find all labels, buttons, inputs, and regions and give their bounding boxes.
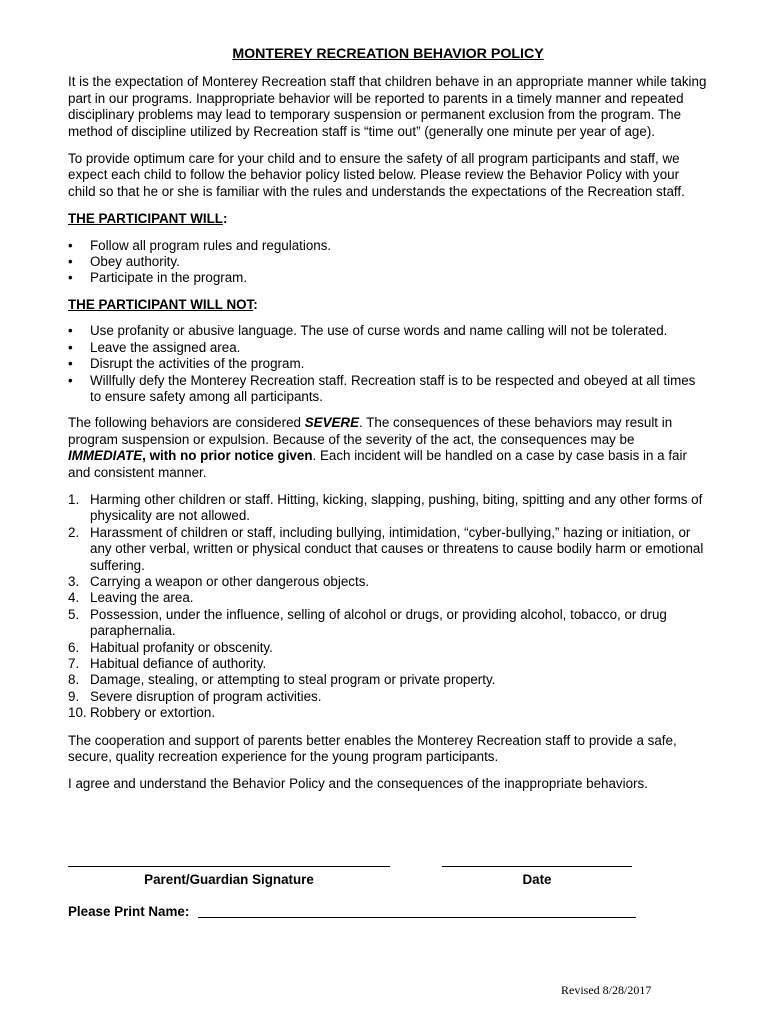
policy-content [68,46,708,804]
signature-row [68,852,708,892]
list-item [68,689,708,705]
list-number: 9. [68,688,80,704]
list-item [68,492,708,525]
severe-text-part1: The following behaviors are considered [68,415,305,431]
intro-paragraph: It is the expectation of Monterey Recreation staff that children behave in an appropriate manner while taking part in our programs. Inappropriate behavior will be reported to parents in a timely manner and repeated disciplinary problems may lead to temporary suspension or permanent exclusion from the program. The method of discipline utilized by Recreation staff is “time out” (generally one minute per year of age). [68,74,707,139]
bullet-icon: • [68,339,73,355]
list-item [68,340,708,356]
signature-block [68,852,708,919]
list-item [68,672,708,688]
list-item-text: Use profanity or abusive language. The use of curse words and name calling will not be tolerated. [90,323,668,339]
severe-text-part2: . The consequences of these behaviors may result in program suspension or expulsion. Because of the severity of the act, the consequences may be [68,415,673,447]
care-paragraph: To provide optimum care for your child and to ensure the safety of all program participants and staff, we expect each child to follow the behavior policy listed below. Please review the Behavior Policy with your child so that he or she is familiar with the rules and understands the expectations of the Recreation staff. [68,151,685,199]
cooperation-paragraph: The cooperation and support of parents better enables the Monterey Recreation staff to provide a safe, secure, quality recreation experience for the young program participants. [68,732,677,765]
list-number: 1. [68,491,80,507]
participant-will-heading-text: THE PARTICIPANT WILL [68,211,223,227]
print-name-label: Please Print Name: [68,904,190,919]
list-item-text: Damage, stealing, or attempting to steal program or private property. [90,672,496,688]
list-item-text: Robbery or extortion. [90,705,216,721]
bullet-icon: • [68,270,73,286]
severe-text-part3: . Each incident will be handled on a case by case basis in a fair and consistent manner. [68,448,687,480]
list-item [68,356,708,372]
list-item-text: Carrying a weapon or other dangerous objects. [90,573,370,589]
list-item [68,525,708,574]
participant-will-heading [68,211,708,227]
list-number: 10. [68,705,87,721]
revised-date: Revised 8/28/2017 [561,983,652,997]
participant-will-not-heading [68,297,708,313]
list-item-text: Willfully defy the Monterey Recreation staff. Recreation staff is to be respected and obeyed at all times to ensure safety among all participants. [90,372,696,404]
bullet-icon: • [68,356,73,372]
participant-will-not-heading-colon: : [253,296,258,312]
participant-will-list [68,238,708,287]
list-item-text: Habitual profanity or obscenity. [90,639,273,655]
list-item-text: Habitual defiance of authority. [90,656,267,671]
bullet-icon: • [68,254,73,270]
list-number: 2. [68,524,80,540]
bullet-icon: • [68,372,73,388]
severe-word: SEVERE [304,415,360,431]
list-item [68,590,708,606]
list-item [68,574,708,590]
list-item-text: Harassment of children or staff, including bullying, intimidation, “cyber-bullying,” hazing or initiation, or any other verbal, written or physical conduct that causes or threatens to cause bodily harm or emotional suffering. [90,524,704,573]
severe-paragraph [68,415,708,481]
severe-behaviors-list [68,492,708,722]
list-item [68,238,708,254]
list-item-text: Possession, under the influence, selling of alcohol or drugs, or providing alcohol, tobacco, or drug paraphernalia. [90,606,667,639]
list-item-text: Disrupt the activities of the program. [90,356,305,372]
list-item [68,323,708,339]
list-item-text: Participate in the program. [90,270,248,286]
participant-will-not-list [68,323,708,405]
print-name-line[interactable] [198,917,636,918]
list-item [68,640,708,656]
list-item [68,607,708,640]
list-item [68,270,708,286]
list-item [68,705,708,721]
list-item-text: Leave the assigned area. [90,339,241,355]
document-title: MONTEREY RECREATION BEHAVIOR POLICY [232,46,544,62]
list-number: 5. [68,606,80,622]
list-number: 8. [68,672,80,688]
participant-will-not-heading-text: THE PARTICIPANT WILL NOT [68,296,254,312]
list-item-text: Severe disruption of program activities. [90,688,322,704]
list-item-text: Obey authority. [90,254,180,270]
parent-signature-label: Parent/Guardian Signature [144,872,314,887]
list-item [68,373,708,406]
date-line[interactable] [442,866,632,867]
bullet-icon: • [68,323,73,339]
list-number: 7. [68,656,80,671]
list-number: 4. [68,590,80,606]
parent-signature-line[interactable] [68,866,390,867]
list-item-text: Harming other children or staff. Hitting, kicking, slapping, pushing, biting, spitting and any other forms of physicality are not allowed. [90,491,703,524]
list-item-text: Leaving the area. [90,590,194,606]
no-notice-phrase: , with no prior notice given [142,448,313,464]
date-label: Date [522,872,552,887]
list-number: 6. [68,639,80,655]
agree-paragraph: I agree and understand the Behavior Policy and the consequences of the inappropriate behaviors. [68,776,648,792]
immediate-word: IMMEDIATE [68,448,143,464]
list-item-text: Follow all program rules and regulations. [90,237,332,253]
participant-will-heading-colon: : [222,211,228,227]
list-item [68,656,708,672]
bullet-icon: • [68,237,73,253]
list-item [68,254,708,270]
list-number: 3. [68,573,80,589]
